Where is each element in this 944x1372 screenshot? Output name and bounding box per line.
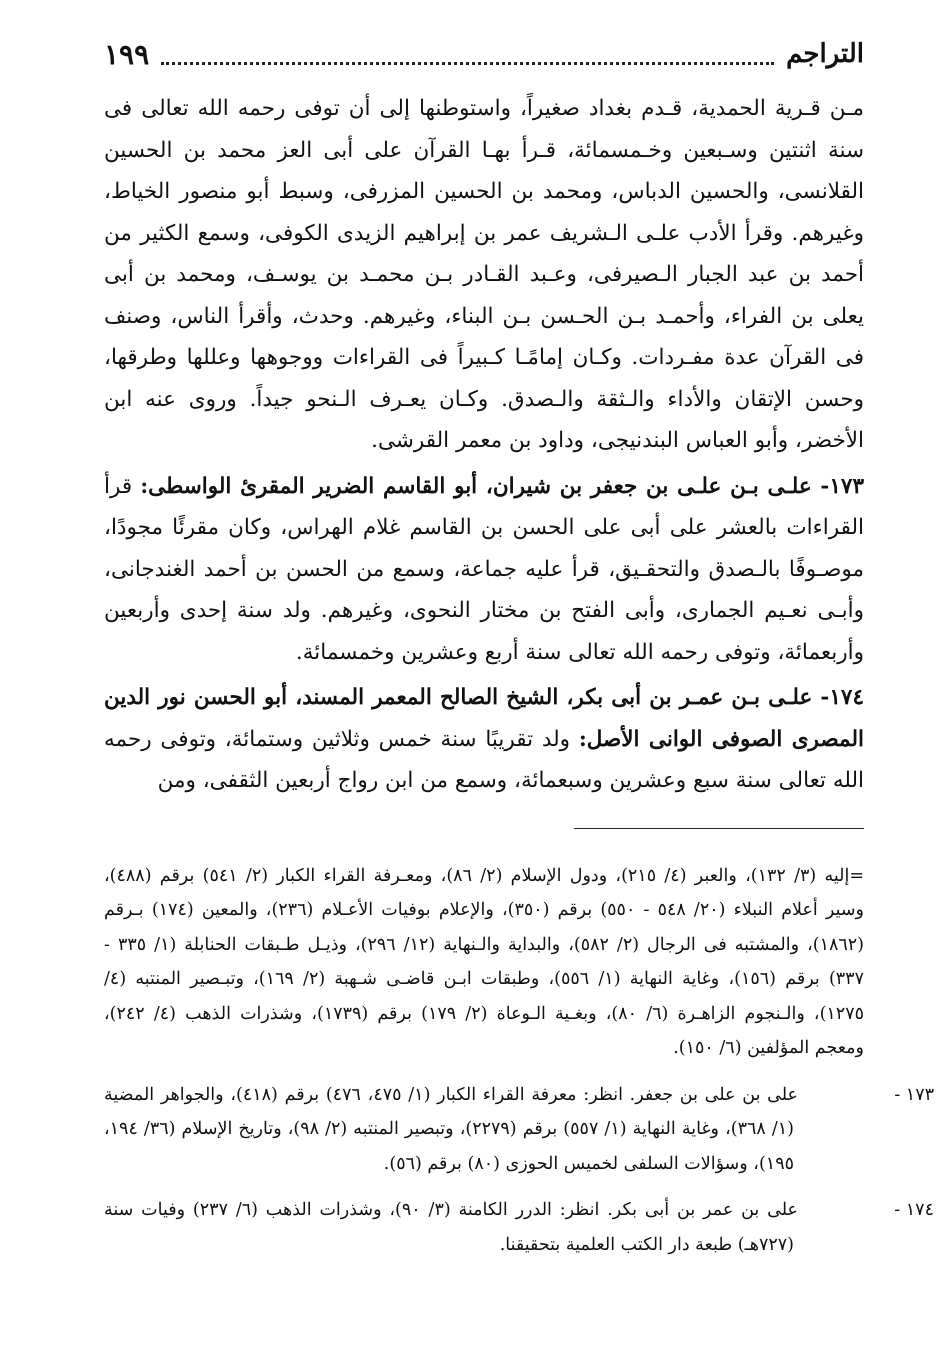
footnote-text-173: على بن على بن جعفر. انظر: معرفة القراء الكبار (١/ ٤٧٥، ٤٧٦) برقم (٤١٨)، والجواهر المضية (١/ ٣٦٨)، وغاية النهاية (١/ ٥٥٧) برقم (٢٢٧٩)، وتبصير المنتبه (٢/ ٩٨)، وتاريخ الإسلام (٣٦/ ١٩٤، ١٩٥)، وسؤالات السلفى لخميس الحوزى (٨٠) برقم (٥٦). [104, 1084, 798, 1174]
footnote-continuation: =إليه (٣/ ١٣٢)، والعبر (٤/ ٢١٥)، ودول الإسلام (٢/ ٨٦)، ومعـرفة القراء الكبار (٢/ ٥٤١) برقم (٤٨٨)، وسير أعلام النبلاء (٢٠/ ٥٤٨ - ٥٥٠) برقم (٣٥٠)، والإعلام بوفيات الأعـلام (٢٣٦)، والمعين (١٧٤) بـرقم (١٨٦٢)، والمشتبه فى الرجال (٢/ ٥٨٢)، والبداية والـنهاية (١٢/ ٢٩٦)، وذيـل طـبقات الحنابلة (١/ ٣٣٥ - ٣٣٧) برقم (١٥٦)، وغاية النهاية (١/ ٥٥٦)، وطبقات ابـن قاضـى شـهبة (٢/ ١٦٩)، وتبـصير المنتبه (٤/ ١٢٧٥)، والـنجوم الزاهـرة (٦/ ٨٠)، وبغـية الـوعاة (٢/ ١٧٩) برقم (١٧٣٩)، وشذرات الذهب (٤/ ٢٤٢)، ومعجم المؤلفين (٦/ ١٥٠). [104, 865, 865, 1058]
entry-text-173: قرأ القراءات بالعشر على أبى على الحسن بن القاسم غلام الهراس، وكان مقرئًا مجودًا، موصـوفًا بالـصدق والتحقـيق، قرأ عليه جماعة، وسمع من الحسن بن أحمد الغندجانى، وأبـى نعـيم الجمارى، وأبى الفتح بن مختار النحوى، وغيرهم. ولد سنة إحدى وأربعين وأربعمائة، وتوفى رحمه الله تعالى سنة أربع وعشرين وخمسمائة. [104, 473, 864, 665]
footnote-separator [574, 828, 864, 829]
footnote-spacer [104, 1066, 864, 1078]
entry-heading-174: ١٧٤- علـى بـن عمـر بن أبى بكر، الشيخ الصالح المعمر المسند، أبو الحسن نور الدين المصرى الصوفى الوانى الأصل: [104, 685, 865, 752]
page-header [104, 30, 864, 78]
header-dotted-leader [161, 56, 774, 65]
footnote-number-174: ١٧٤ - [894, 1200, 934, 1220]
entry-heading-173: ١٧٣- علـى بـن علـى بن جعفر بن شيران، أبو القاسم الضرير المقرئ الواسطى: [140, 473, 864, 499]
footnote-174 [104, 1193, 934, 1262]
running-title: التراجم [786, 39, 864, 69]
footnotes [104, 859, 934, 1263]
footnote-text-174: على بن عمر بن أبى بكر. انظر: الدرر الكامنة (٣/ ٩٠)، وشذرات الذهب (٦/ ٢٣٧) وفيات سنة (٧٢٧هـ) طبعة دار الكتب العلمية بتحقيقنا. [104, 1200, 798, 1255]
footnote-number-173: ١٧٣ - [894, 1084, 934, 1105]
book-page [104, 30, 934, 1350]
main-text [104, 88, 864, 802]
biography-entry-174 [104, 677, 864, 802]
biography-entry-173 [104, 466, 864, 674]
continuation-paragraph: مـن قـرية الحمدية، قـدم بغداد صغيراً، واستوطنها إلى أن توفى رحمه الله تعالى فى سنة اثنتين وسـبعين وخـمسمائة، قـرأ بهـا القرآن على أبى العز محمد بن الحسين القلانسى، والحسين الدباس، ومحمد بن الحسين المزرفى، وسبط أبو منصور الخياط، وغيرهم. وقرأ الأدب علـى الـشريف عمر بن إبراهيم الزيدى الكوفى، وسمع الكثير من أحمد بن عبد الجبار الـصيرفى، وعـبد القـادر بـن محمـد بن يوسـف، ومحمد بن أبى يعلى بن الفراء، وأحمـد بـن الحـسن بـن البناء، وغيرهم. وحدث، وأقرأ الناس، وصنف فى القرآن عدة مفـردات. وكـان إمامًـا كـبيراً فى القراءات ووجوهها وعللها وطرقها، وحسن الإتقان والأداء والـثقة والـصدق. وكـان يعـرف الـنحو جيداً. وروى عنه ابن الأخضر، وأبو العباس البندنيجى، وداود بن معمر القرشى. [104, 96, 864, 453]
footnote-173 [104, 1078, 934, 1182]
page-number: ١٩٩ [104, 37, 150, 71]
footnote-spacer [104, 1181, 864, 1193]
entry-text-174: ولد تقريبًا سنة خمس وثلاثين وستمائة، وتوفى رحمه الله تعالى سنة سبع وعشرين وسبعمائة، وسمع من ابن رواج أربعين الثقفى، ومن [104, 726, 864, 793]
